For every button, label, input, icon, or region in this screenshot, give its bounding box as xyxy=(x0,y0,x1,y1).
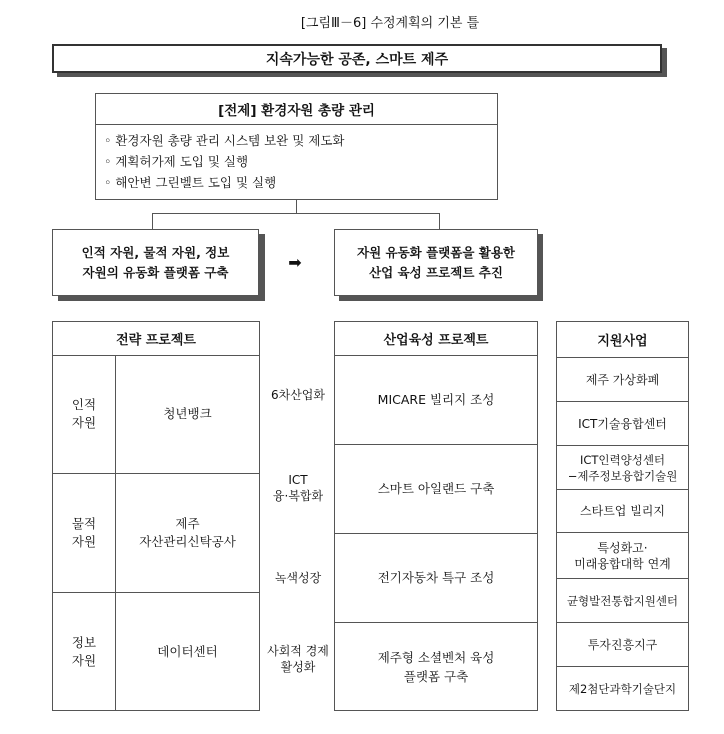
support-item: 제2첨단과학기술단지 xyxy=(568,681,677,696)
category-label: 정보 자원 xyxy=(71,634,97,668)
strategy-right-box xyxy=(334,229,538,296)
middle-label: 녹색성장 xyxy=(274,571,322,585)
project-label: 청년뱅크 xyxy=(163,406,212,421)
support-item: 균형발전통합지원센터 xyxy=(566,593,679,608)
industry-project-item: 스마트 아일랜드 구축 xyxy=(377,481,495,496)
premise-list xyxy=(96,125,497,198)
right-arrow-icon: ➡ xyxy=(288,252,302,272)
premise-title: [전제] 환경자원 총량 관리 xyxy=(96,94,497,125)
vision-box xyxy=(52,44,662,73)
support-item: 특성화고· 미래융합대학 연계 xyxy=(574,540,671,571)
support-item: 투자진흥지구 xyxy=(587,637,658,652)
strategy-left-text: 인적 자원, 물적 자원, 정보 자원의 유동화 플랫폼 구축 xyxy=(81,244,230,280)
premise-item: ◦ 환경자원 총량 관리 시스템 보완 및 제도화 xyxy=(104,133,345,148)
support-item: 제주 가상화폐 xyxy=(585,372,660,387)
strategic-projects-header: 전략 프로젝트 xyxy=(53,322,259,356)
vision-text: 지속가능한 공존, 스마트 제주 xyxy=(265,51,449,68)
middle-label: ICT 융·복합화 xyxy=(272,473,324,503)
strategy-left-box xyxy=(52,229,259,296)
figure-caption: [그림Ⅲ－6] 수정계획의 기본 틀 xyxy=(300,16,480,31)
premise-item: ◦ 계획허가제 도입 및 실행 xyxy=(104,154,249,169)
industry-project-item: MICARE 빌리지 조성 xyxy=(377,392,495,407)
industry-projects-table xyxy=(334,321,538,711)
industry-project-item: 제주형 소셜벤처 육성 플랫폼 구축 xyxy=(377,649,495,684)
middle-label: 6차산업화 xyxy=(270,388,325,402)
support-item: ICT인력양성센터 −제주정보융합기술원 xyxy=(567,452,678,483)
support-header: 지원사업 xyxy=(557,322,688,358)
category-label: 인적 자원 xyxy=(71,397,97,430)
industry-projects-header: 산업육성 프로젝트 xyxy=(335,322,537,356)
support-item: 스타트업 빌리지 xyxy=(580,504,665,518)
industry-project-item: 전기자동차 특구 조성 xyxy=(377,570,495,585)
premise-item: ◦ 해안변 그린벨트 도입 및 실행 xyxy=(104,175,277,190)
project-label: 데이터센터 xyxy=(157,643,218,659)
support-item: ICT기술융합센터 xyxy=(578,416,667,431)
category-label: 물적 자원 xyxy=(71,516,97,549)
support-table xyxy=(556,321,689,711)
strategic-projects-table xyxy=(52,321,260,711)
middle-label: 사회적 경제 활성화 xyxy=(267,644,329,674)
premise-box xyxy=(95,93,498,200)
strategy-right-text: 자원 유동화 플랫폼을 활용한 산업 육성 프로젝트 추진 xyxy=(357,244,515,280)
project-label: 제주 자산관리신탁공사 xyxy=(139,516,236,549)
